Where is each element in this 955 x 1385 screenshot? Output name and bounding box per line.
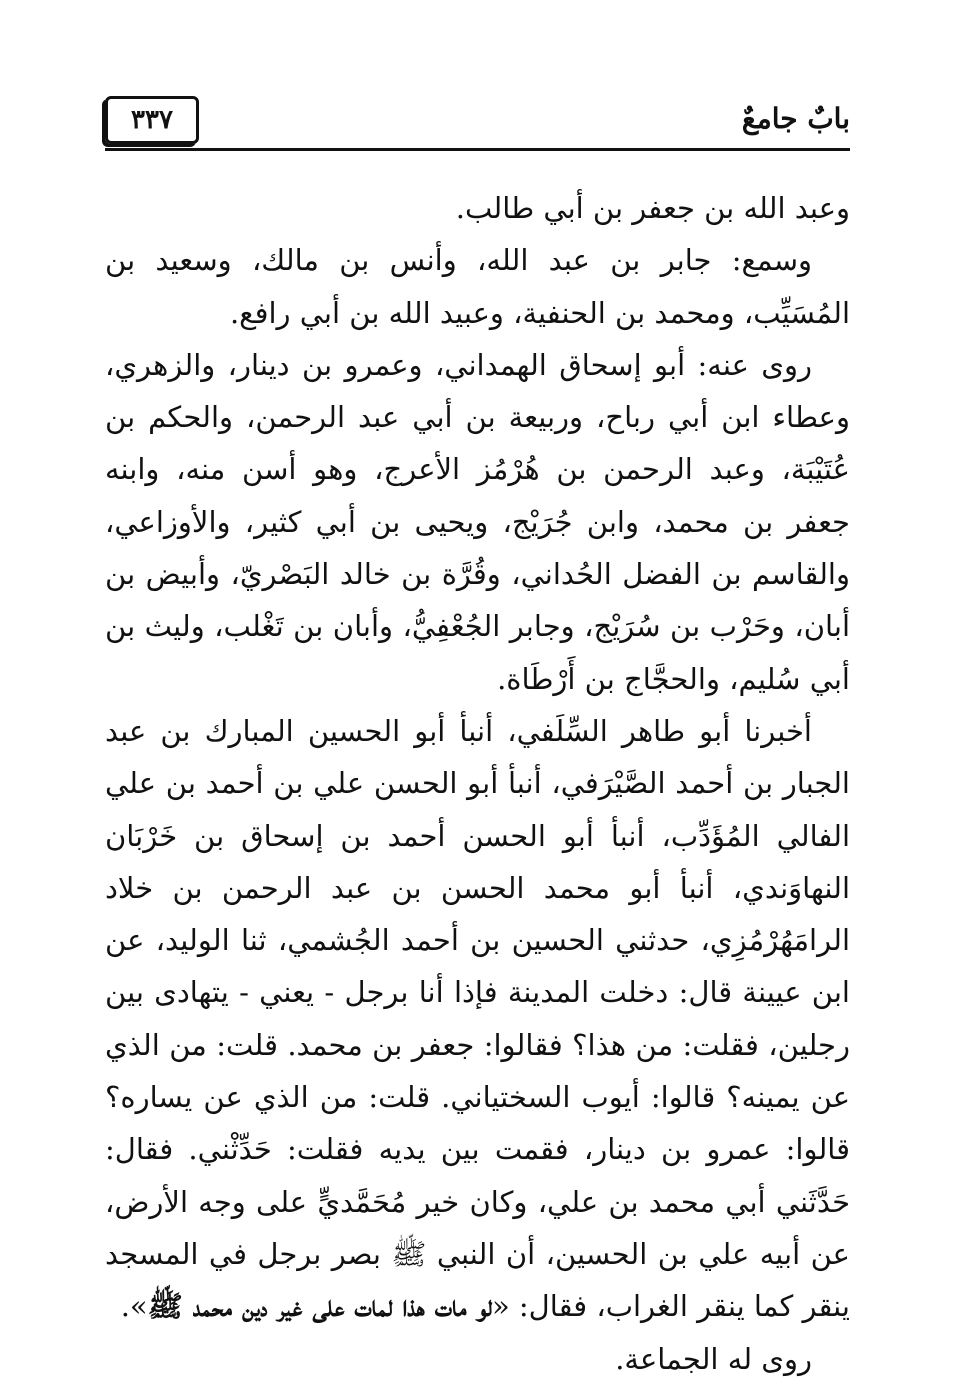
paragraph-isnad	[105, 705, 850, 1333]
body-text	[105, 182, 850, 1385]
paragraph-closing: روى له الجماعة.	[615, 1341, 812, 1376]
paragraph-narrated-from-him: روى عنه: أبو إسحاق الهمداني، وعمرو بن دينار، والزهري، وعطاء ابن أبي رباح، وربيعة بن أبي عبد الرحمن، والحكم بن عُتَيْبَة، وعبد الرحمن بن هُرْمُز الأعرج، وهو أسن منه، وابنه جعفر بن محمد، وابن جُرَيْج، ويحيى بن أبي كثير، والأوزاعي، والقاسم بن الفضل الحُداني، وقُرَّة بن خالد البَصْريّ، وأبيض بن أبان، وحَرْب بن سُرَيْج، وجابر الجُعْفِيُّ، وأبان بن تَغْلب، وليث بن أبي سُليم، والحجَّاج بن أَرْطَاة.	[105, 347, 850, 696]
isnad-text: أخبرنا أبو طاهر السِّلَفي، أنبأ أبو الحسين المبارك بن عبد الجبار بن أحمد الصَّيْرَفي، أنبأ أبو الحسن علي بن أحمد بن علي الفالي المُؤَدِّب، أنبأ أبو الحسن أحمد بن إسحاق بن خَرْبَان النهاوَندي، أنبأ أبو محمد الحسن بن عبد الرحمن بن خلاد الرامَهُرْمُزِي، حدثني الحسين بن أحمد الجُشمي، ثنا الوليد، عن ابن عيينة قال: دخلت المدينة فإذا أنا برجل - يعني - يتهادى بين رجلين، فقلت: من هذا؟ فقالوا: جعفر بن محمد. قلت: من الذي عن يمينه؟ قالوا: أيوب السختياني. قلت: من الذي عن يساره؟ قالوا: عمرو بن دينار، فقمت بين يديه فقلت: حَدِّثْني. فقال: حَدَّثَني أبي محمد بن علي، وكان خير مُحَمَّديٍّ على وجه الأرض، عن أبيه علي بن الحسين، أن النبي ﷺ بصر برجل في المسجد ينقر كما ينقر الغراب، فقال: «	[105, 713, 850, 1324]
hadith-close: ».	[120, 1289, 148, 1324]
running-head: بابٌ جامعٌ	[741, 102, 850, 135]
hadith-text: لو مات هذا لمات على غير دين محمد ﷺ	[147, 1289, 492, 1324]
paragraph-1: وعبد الله بن جعفر بن أبي طالب.	[455, 191, 850, 225]
header-rule	[105, 148, 850, 151]
page-header	[105, 88, 850, 154]
page-number: ٣٣٧	[105, 96, 199, 144]
paragraph-heard-from: وسمع: جابر بن عبد الله، وأنس بن مالك، وسعيد بن المُسَيِّب، ومحمد بن الحنفية، وعبيد الله بن أبي رافع.	[105, 243, 850, 330]
